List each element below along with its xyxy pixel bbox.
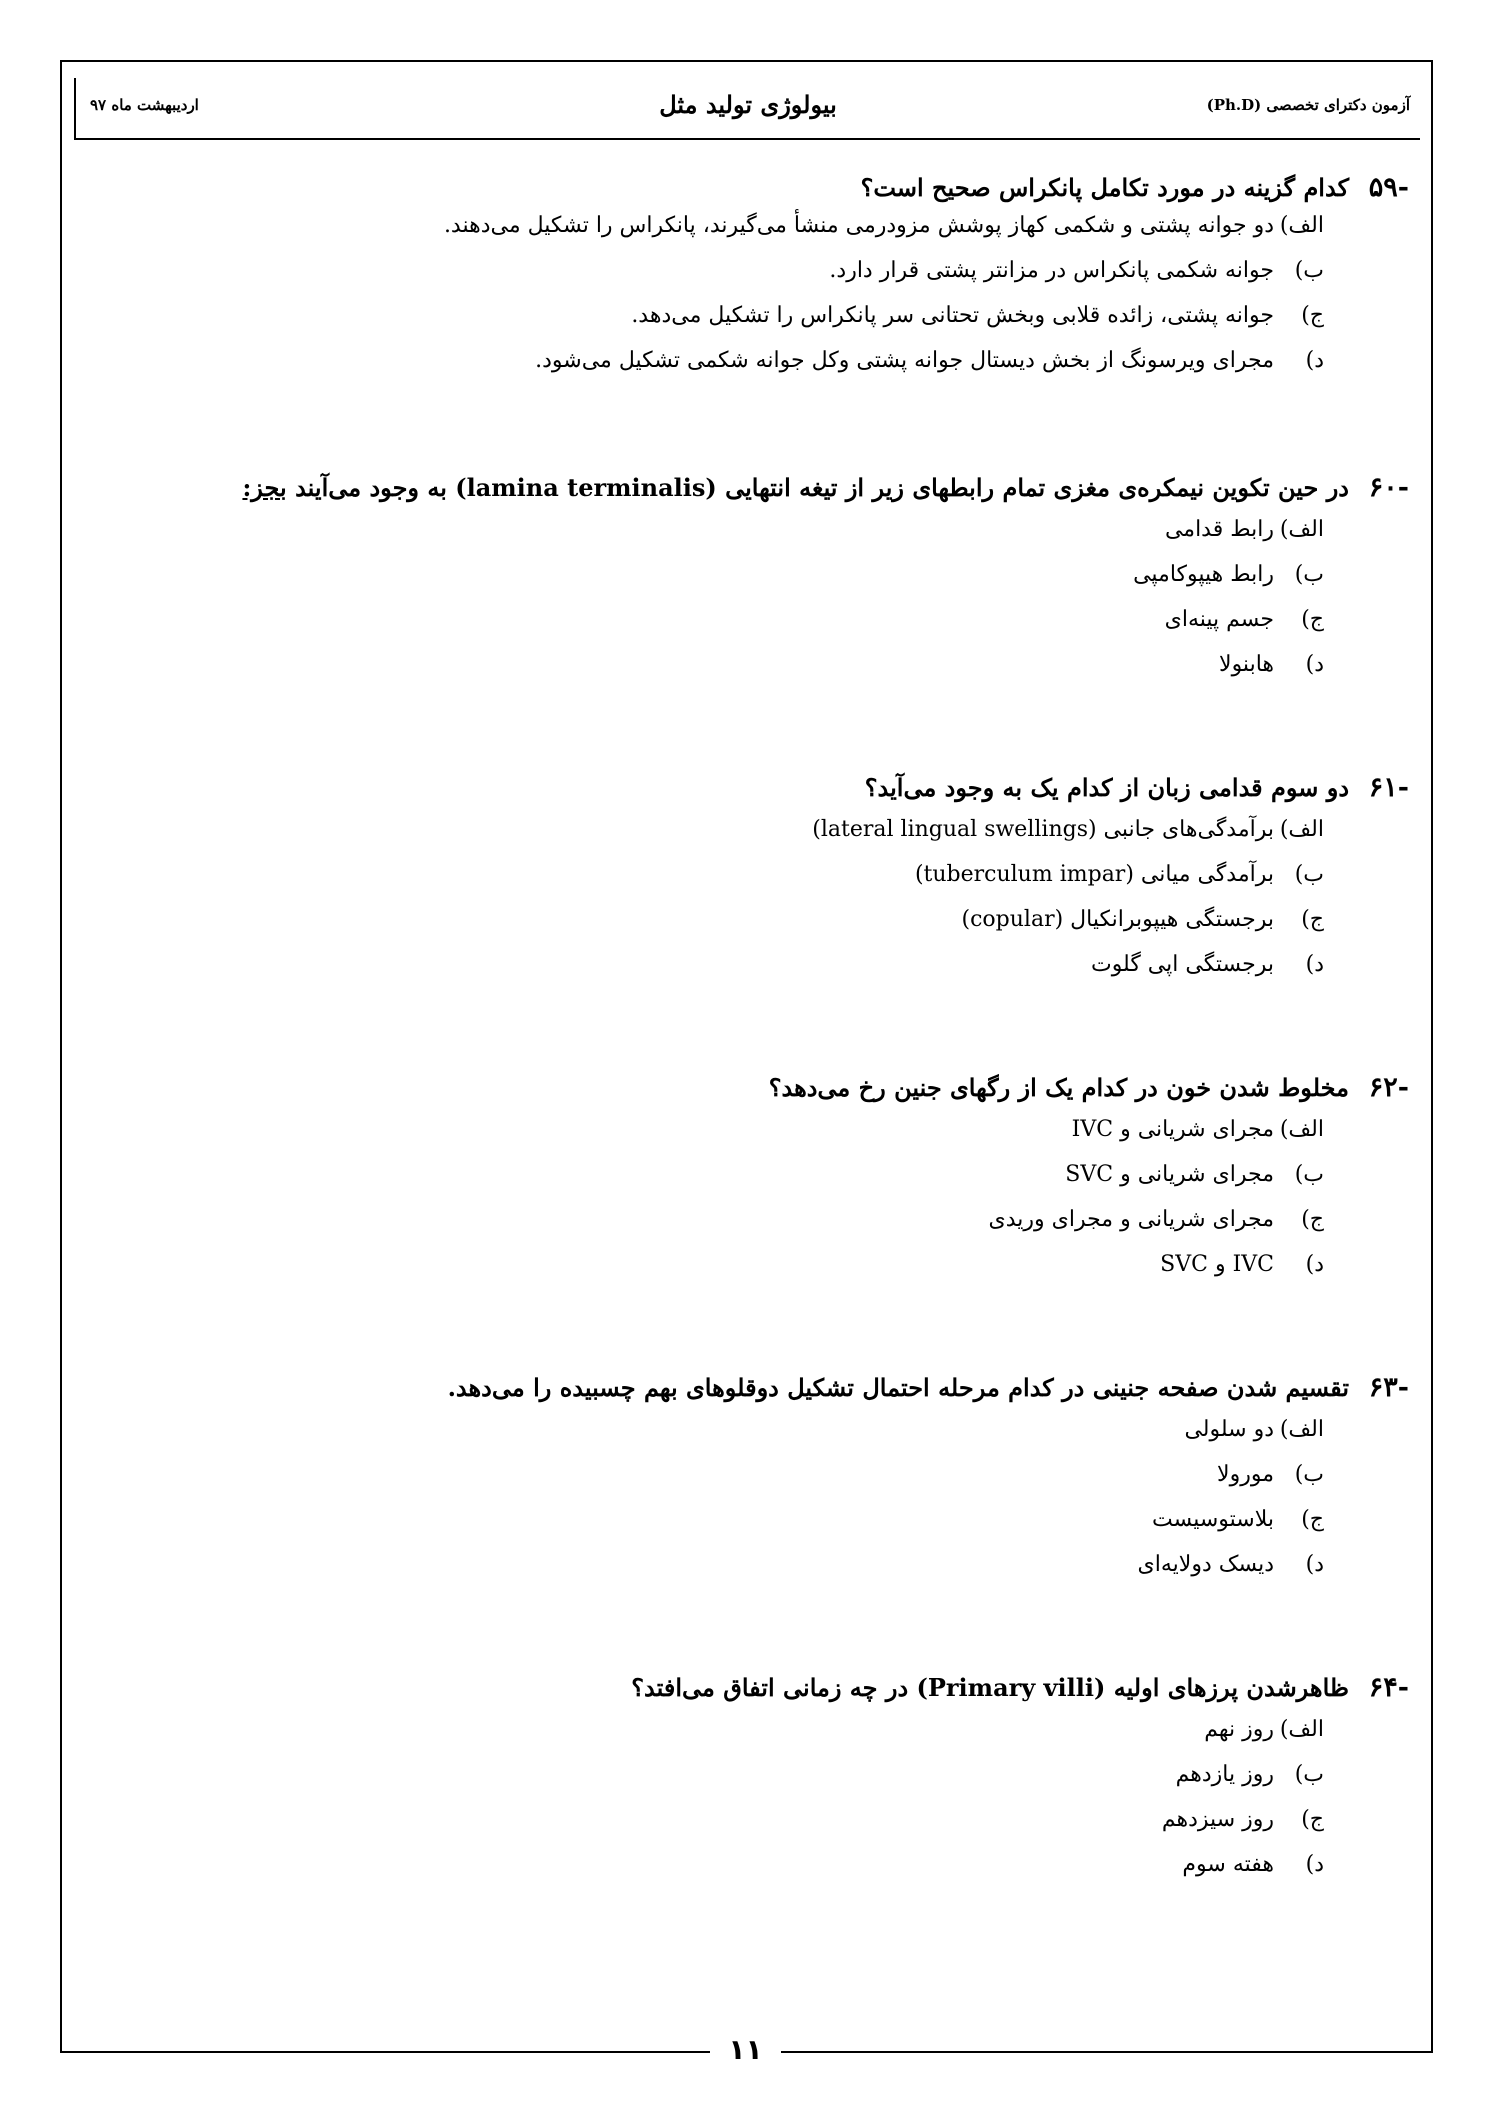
option-alef[interactable] (100, 1417, 1324, 1462)
option-label: الف) (1279, 817, 1324, 843)
option-text: مجرای شریانی و مجرای وریدی (988, 1207, 1274, 1233)
option-alef[interactable] (100, 817, 1324, 862)
question-60 (110, 472, 1409, 697)
option-label: ج) (1301, 1207, 1324, 1233)
option-text: مجرای شریانی و SVC (1065, 1162, 1274, 1188)
question-text: ظاهرشدن پرزهای اولیه (Primary villi) در چه زمانی اتفاق می‌افتد؟ (631, 1673, 1349, 1702)
option-text: دو جوانه پشتی و شکمی کهاز پوشش مزودرمی منشأ می‌گیرند، پانکراس را تشکیل می‌دهند. (443, 213, 1274, 239)
option-be[interactable] (110, 562, 1324, 607)
option-label: ب) (1294, 1762, 1324, 1788)
page-header (74, 78, 1420, 140)
option-label: د) (1305, 1552, 1324, 1578)
option-text: روز یازدهم (1175, 1762, 1274, 1788)
question-number: -۶۴ (1368, 1672, 1409, 1703)
option-text: مجرای شریانی و IVC (1071, 1117, 1274, 1143)
question-59 (100, 172, 1409, 393)
option-label: د) (1305, 1252, 1324, 1278)
question-text: مخلوط شدن خون در کدام یک از رگهای جنین رخ می‌دهد؟ (768, 1073, 1349, 1102)
page-number (0, 2033, 1491, 2066)
option-text: بلاستوسیست (1152, 1507, 1274, 1533)
option-text: برآمدگی‌های جانبی (lateral lingual swellings) (812, 817, 1274, 843)
option-be[interactable] (100, 1462, 1324, 1507)
option-label: ب) (1294, 562, 1324, 588)
question-text-main: در حین تکوین نیمکره‌ی مغزی تمام رابطهای زیر از تیغه انتهایی (lamina terminalis) به وجود می‌آیند (295, 473, 1349, 502)
option-dal[interactable] (100, 1852, 1324, 1897)
option-text: رابط هیپوکامپی (1133, 562, 1274, 588)
option-jim[interactable] (100, 1507, 1324, 1552)
option-dal[interactable] (100, 952, 1324, 997)
option-label: د) (1305, 348, 1324, 374)
option-label: الف) (1279, 1717, 1324, 1743)
option-label: د) (1305, 652, 1324, 678)
question-text (242, 472, 1349, 503)
option-jim[interactable] (100, 907, 1324, 952)
question-number: -۶۳ (1368, 1372, 1409, 1403)
option-be[interactable] (100, 1762, 1324, 1807)
option-label: ب) (1294, 1162, 1324, 1188)
option-text: روز نهم (1204, 1717, 1274, 1743)
option-jim[interactable] (100, 303, 1324, 348)
option-alef[interactable] (100, 1717, 1324, 1762)
option-label: د) (1305, 1852, 1324, 1878)
option-jim[interactable] (100, 1207, 1324, 1252)
option-text: جوانه پشتی، زائده قلابی وبخش تحتانی سر پانکراس را تشکیل می‌دهد. (631, 303, 1274, 329)
option-alef[interactable] (110, 517, 1324, 562)
option-label: الف) (1279, 517, 1324, 543)
option-text: روز سیزدهم (1161, 1807, 1274, 1833)
option-label: ج) (1301, 1507, 1324, 1533)
option-text: مورولا (1217, 1462, 1274, 1488)
option-text: دو سلولی (1184, 1417, 1274, 1443)
question-62 (100, 1072, 1409, 1297)
question-61 (100, 772, 1409, 997)
option-alef[interactable] (100, 1117, 1324, 1162)
option-text: دیسک دولایه‌ای (1137, 1552, 1274, 1578)
page-number-text: ۱۱ (710, 2033, 780, 2066)
option-be[interactable] (100, 862, 1324, 907)
question-number: -۵۹ (1368, 172, 1409, 203)
question-text-except: بجز: (242, 473, 287, 502)
option-label: ب) (1294, 258, 1324, 284)
option-label: ج) (1301, 1807, 1324, 1833)
exam-date: اردیبهشت ماه ۹۷ (90, 96, 199, 114)
question-64 (100, 1672, 1409, 1897)
option-be[interactable] (100, 258, 1324, 303)
option-alef[interactable] (100, 213, 1324, 258)
option-text: جوانه شکمی پانکراس در مزانتر پشتی قرار دارد. (829, 258, 1274, 284)
option-text: جسم پینه‌ای (1164, 607, 1274, 633)
option-jim[interactable] (100, 1807, 1324, 1852)
option-dal[interactable] (100, 348, 1324, 393)
option-label: ب) (1294, 1462, 1324, 1488)
exam-title: آزمون دکترای تخصصی (Ph.D) (1206, 96, 1410, 114)
question-63 (100, 1372, 1409, 1597)
question-text: دو سوم قدامی زبان از کدام یک به وجود می‌آید؟ (864, 773, 1349, 802)
question-text: کدام گزینه در مورد تکامل پانکراس صحیح است؟ (860, 173, 1349, 202)
option-label: ج) (1301, 607, 1324, 633)
option-label: الف) (1279, 1117, 1324, 1143)
question-number: -۶۰ (1368, 472, 1409, 503)
option-dal[interactable] (110, 652, 1324, 697)
question-number: -۶۱ (1368, 772, 1409, 803)
option-label: الف) (1279, 1417, 1324, 1443)
option-label: الف) (1279, 213, 1324, 239)
option-text: رابط قدامی (1164, 517, 1274, 543)
option-dal[interactable] (100, 1552, 1324, 1597)
option-text: برآمدگی میانی (tuberculum impar) (914, 862, 1274, 888)
option-label: ج) (1301, 907, 1324, 933)
option-label: د) (1305, 952, 1324, 978)
option-text: برجستگی اپی گلوت (1090, 952, 1274, 978)
option-label: ب) (1294, 862, 1324, 888)
option-text: هفته سوم (1182, 1852, 1274, 1878)
option-text: هابنولا (1219, 652, 1274, 678)
option-text: برجستگی هیپوبرانکیال (copular) (961, 907, 1274, 933)
option-text: مجرای ویرسونگ از بخش دیستال جوانه پشتی وکل جوانه شکمی تشکیل می‌شود. (535, 348, 1274, 374)
subject-title: بیولوژی تولید مثل (659, 90, 837, 119)
question-text: تقسیم شدن صفحه جنینی در کدام مرحله احتمال تشکیل دوقلوهای بهم چسبیده را می‌دهد. (447, 1373, 1349, 1402)
option-text: IVC و SVC (1160, 1252, 1274, 1278)
question-number: -۶۲ (1368, 1072, 1409, 1103)
option-be[interactable] (100, 1162, 1324, 1207)
option-label: ج) (1301, 303, 1324, 329)
option-dal[interactable] (100, 1252, 1324, 1297)
option-jim[interactable] (110, 607, 1324, 652)
